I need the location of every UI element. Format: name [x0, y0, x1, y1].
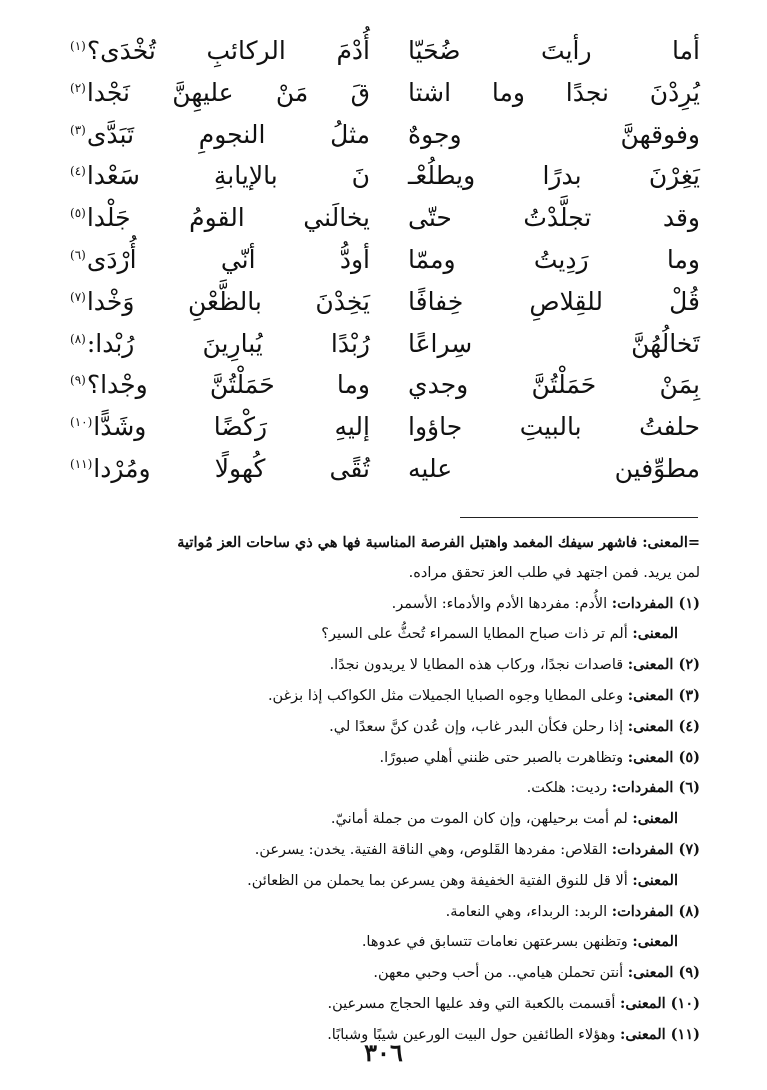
page-number: ٣٠٦ [364, 1038, 403, 1067]
footnote-label: (٣) المعنى: [627, 686, 700, 704]
poem-block [70, 30, 700, 490]
footnote-separator [460, 517, 698, 518]
footnote-line [60, 773, 700, 804]
verse-line [70, 323, 700, 365]
verse-second-text: يخالَني القومُ جَلْدا [86, 203, 370, 233]
verse-second-text: أُدْمَ الركائبِ تُخْدَى؟ [86, 36, 370, 65]
footnote-marker: (٢) [70, 80, 86, 95]
footnote-label: المعنى: [632, 810, 678, 828]
footnote-label: (٢) المعنى: [627, 656, 700, 674]
footnote-line [60, 559, 700, 589]
footnote-label: المعنى: [632, 871, 678, 889]
footnote-text: وهؤلاء الطائفين حول البيت الورعين شيبًا وشبابًا. [327, 1026, 620, 1043]
verse-second-text: إليهِ رَكْضًا وشَدًّا [93, 412, 370, 442]
footnote-text-bold: =المعنى: فاشهر سيفك المغمد واهتبل الفرصة المناسبة فها هي ذي ساحات العز مُواتية [177, 534, 700, 551]
footnote-label: (٤) المعنى: [627, 717, 700, 735]
footnote-line [60, 897, 700, 928]
verse-first-hemistich: حلفتُ بالبيتِ جاؤوا [408, 412, 700, 442]
verse-second-text: قَ مَنْ عليهِنَّ نَجْدا [86, 77, 370, 107]
footnote-line [60, 835, 700, 866]
footnote-marker: (٤) [70, 164, 86, 179]
footnote-line [60, 743, 700, 774]
footnote-text: ألم تر ذات صباح المطايا السمراء تُحثُّ على السير؟ [321, 626, 633, 643]
footnote-line [60, 528, 700, 559]
verse-second-text: وما حَمَلْتُنَّ وجْدا؟ [86, 370, 370, 400]
footnote-label: المعنى: [632, 625, 678, 643]
footnotes [60, 528, 700, 1051]
footnote-line [60, 958, 700, 989]
footnote-marker: (٩) [70, 373, 86, 388]
verse-line [70, 155, 700, 197]
footnote-text: وتظنهن بسرعتهن نعامات تتسابق في عدوها. [361, 934, 633, 951]
footnote-label: (١٠) المعنى: [620, 994, 700, 1012]
footnote-line [60, 712, 700, 743]
footnote-label: المعنى: [632, 933, 678, 951]
verse-second-text: أودُّ أنّي أُرْدَى [86, 244, 370, 274]
verse-first-hemistich: وقد تجلَّدْتُ حتّى [408, 203, 700, 233]
verse-second-hemistich [70, 114, 370, 161]
verse-line [70, 114, 700, 156]
footnote-line [60, 927, 700, 958]
footnote-text: لم أمت برحيلهن، وإن كان الموت من جملة أمانيّ. [330, 811, 633, 828]
footnote-marker: (٦) [70, 247, 86, 262]
footnote-line [60, 619, 700, 650]
verse-line [70, 30, 700, 72]
footnote-text: رديت: هلكت. [526, 780, 612, 797]
footnote-text: لمن يريد. فمن اجتهد في طلب العز تحقق مراده. [408, 564, 700, 581]
footnote-label: (١١) المعنى: [620, 1025, 700, 1043]
verse-second-hemistich [70, 323, 370, 370]
footnote-line [60, 681, 700, 712]
verse-second-hemistich [70, 239, 370, 286]
verse-first-hemistich: وفوقهنَّ وجوهٌ [408, 119, 700, 149]
verse-first-hemistich: يُرِدْنَ نجدًا وما اشتا [408, 77, 700, 107]
footnote-marker: (٧) [70, 289, 86, 304]
footnote-label: (٨) المفردات: [611, 902, 700, 920]
footnote-text: قاصدات نجدًا، وركاب هذه المطايا لا يريدون نجدًا. [329, 657, 628, 674]
footnote-line [60, 650, 700, 681]
footnote-text: إذا رحلن فكأن البدر غاب، وإن عُدن كنَّ سعدًا لي. [329, 718, 628, 735]
verse-first-hemistich: أما رأيتَ ضُحَيّا [408, 36, 700, 65]
verse-first-hemistich: يَغِرْنَ بدرًا ويطلُعْـ [408, 161, 700, 191]
verse-line [70, 281, 700, 323]
footnote-text: الربد: الربداء، وهي النعامة. [445, 903, 612, 920]
footnote-text: وتظاهرت بالصبر حتى ظنني أهلي صبورًا. [379, 749, 628, 766]
verse-second-hemistich [70, 406, 370, 453]
verse-second-text: نَ بالإيابةِ سَعْدا [86, 161, 370, 191]
footnote-marker: (١٠) [70, 415, 93, 430]
footnote-label: (١) المفردات: [611, 594, 700, 612]
footnote-line [60, 804, 700, 835]
verse-second-hemistich [70, 30, 370, 77]
verse-line [70, 72, 700, 114]
verse-line [70, 197, 700, 239]
verse-second-text: يَخِدْنَ بالظَّعْنِ وَخْدا [86, 286, 370, 316]
verse-second-hemistich [70, 448, 370, 495]
footnote-label: (٩) المعنى: [627, 964, 700, 982]
verse-first-hemistich: بِمَنْ حَمَلْتُنَّ وجدي [408, 370, 700, 400]
verse-first-hemistich: قُلْ للقِلاصِ خِفافًا [408, 286, 700, 316]
verse-line [70, 364, 700, 406]
footnote-text: أقسمت بالكعبة التي وفد عليها الحجاج مسرعين. [327, 995, 620, 1012]
verse-first-hemistich: وما رَدِيتُ وممّا [408, 244, 700, 274]
verse-line [70, 239, 700, 281]
verse-line [70, 448, 700, 490]
footnote-text: ألا قل للنوق الفتية الخفيفة وهن يسرعن بما يحملن من الظعائن. [247, 872, 633, 889]
footnote-line [60, 989, 700, 1020]
verse-second-text: رُبْدًا يُبارِينَ رُبْدا: [86, 328, 370, 358]
verse-second-text: تُقًى كُهولًا ومُرْدا [93, 453, 370, 483]
footnote-text: القلاص: مفردها القَلوص، وهي الناقة الفتية. يخدن: يسرعن. [254, 841, 612, 858]
verse-second-hemistich [70, 364, 370, 411]
footnote-marker: (٥) [70, 206, 86, 221]
verse-second-text: مثلُ النجومِ تَبَدَّى [86, 119, 370, 149]
footnote-label: (٦) المفردات: [611, 779, 700, 797]
footnote-marker: (٣) [70, 122, 86, 137]
footnote-text: وعلى المطايا وجوه الصبايا الجميلات مثل الكواكب إذا بزغن. [267, 687, 628, 704]
verse-line [70, 406, 700, 448]
footnote-text: الأُدم: مفردها الأدم والأدماء: الأسمر. [391, 595, 612, 612]
verse-second-hemistich [70, 72, 370, 119]
verse-second-hemistich [70, 155, 370, 202]
verse-second-hemistich [70, 281, 370, 328]
footnote-marker: (٨) [70, 331, 86, 346]
verse-first-hemistich: مطوِّفين عليه [408, 453, 700, 483]
footnote-line [60, 866, 700, 897]
footnote-marker: (١) [70, 39, 86, 53]
footnote-marker: (١١) [70, 456, 93, 471]
verse-second-hemistich [70, 197, 370, 244]
footnote-line [60, 589, 700, 620]
verse-first-hemistich: تَخالُهُنَّ سِراعًا [408, 328, 700, 358]
footnote-label: (٥) المعنى: [627, 748, 700, 766]
footnote-label: (٧) المفردات: [611, 840, 700, 858]
footnote-text: أنتن تحملن هيامي.. من أحب وحبي معهن. [373, 965, 628, 982]
